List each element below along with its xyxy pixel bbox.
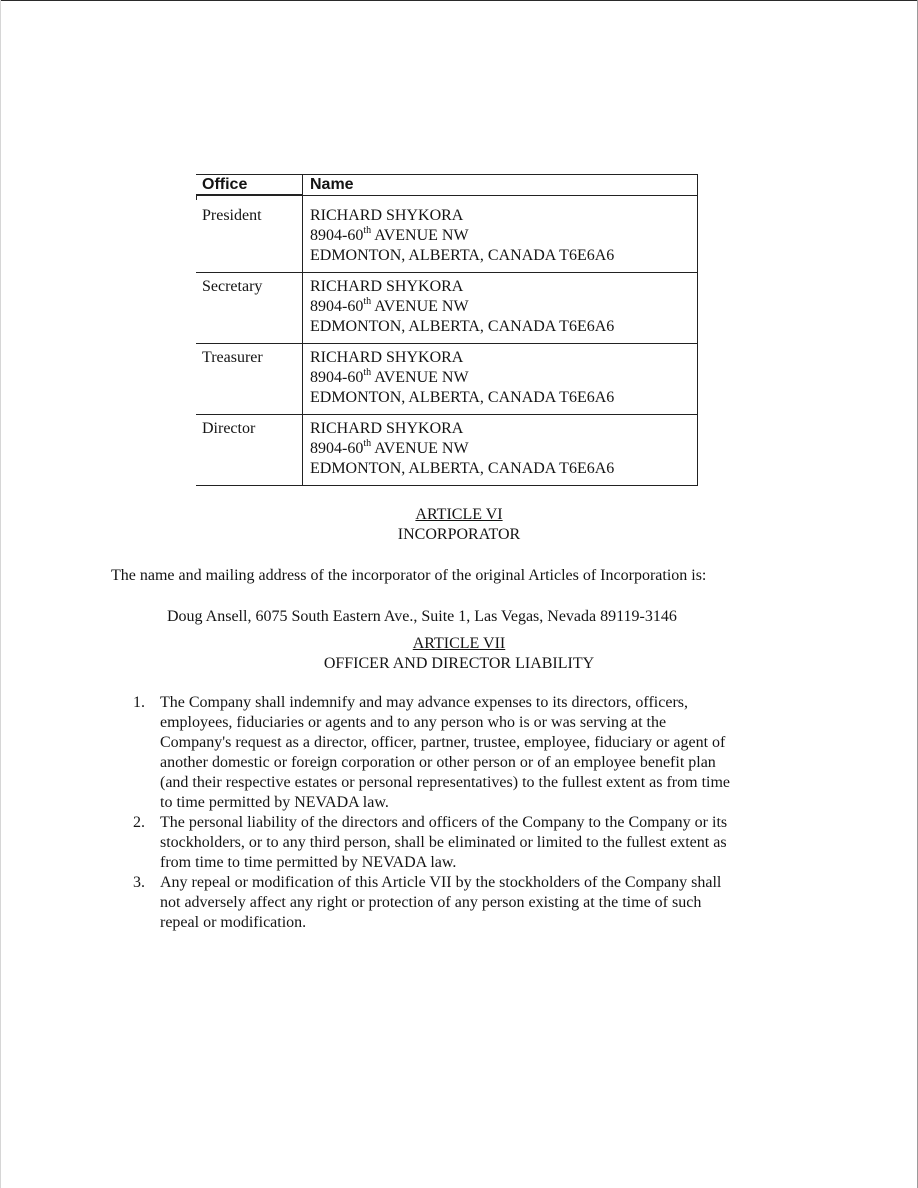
item-line: (and their respective estates or personal representatives) to the fullest extent as from time [160, 774, 731, 791]
officer-details [302, 344, 697, 414]
street-number: 8904-60 [310, 369, 364, 386]
officer-city: EDMONTON, ALBERTA, CANADA T6E6A6 [310, 318, 615, 335]
street-name: AVENUE NW [371, 369, 469, 386]
officer-city: EDMONTON, ALBERTA, CANADA T6E6A6 [310, 247, 615, 264]
officer-details [302, 196, 697, 272]
item-line: repeal or modification. [160, 914, 307, 931]
officer-details [302, 273, 697, 343]
table-row [196, 272, 697, 343]
article-vii-heading: ARTICLE VII [412, 635, 506, 652]
officers-table [196, 174, 698, 486]
table-row [196, 343, 697, 414]
officer-city: EDMONTON, ALBERTA, CANADA T6E6A6 [310, 460, 615, 477]
item-line: employees, fiduciaries or agents and to any person who is or was serving at the [160, 714, 667, 731]
item-line: stockholders, or to any third person, shall be eliminated or limited to the fullest extent as [160, 834, 727, 851]
item-number: 2. [133, 814, 145, 831]
office-title: President [202, 207, 262, 224]
item-line: The personal liability of the directors and officers of the Company to the Company or its [160, 814, 728, 831]
incorporator-address: Doug Ansell, 6075 South Eastern Ave., Suite 1, Las Vegas, Nevada 89119-3146 [167, 608, 677, 625]
officer-name: RICHARD SHYKORA [310, 207, 464, 224]
article-vi-heading: ARTICLE VI [415, 506, 503, 523]
item-line: Company's request as a director, officer, partner, trustee, employee, fiduciary or agent of [160, 734, 726, 751]
officer-name: RICHARD SHYKORA [310, 420, 464, 437]
incorporator-intro: The name and mailing address of the incorporator of the original Articles of Incorporation is: [111, 567, 707, 584]
item-line: The Company shall indemnify and may advance expenses to its directors, officers, [160, 694, 688, 711]
street-number: 8904-60 [310, 440, 364, 457]
list-item [133, 873, 785, 933]
officer-name: RICHARD SHYKORA [310, 278, 464, 295]
article-vii-subheading: OFFICER AND DIRECTOR LIABILITY [323, 655, 595, 672]
table-header-row [196, 175, 697, 195]
office-title: Secretary [202, 278, 263, 295]
street-name: AVENUE NW [371, 227, 469, 244]
liability-list [133, 693, 785, 933]
officer-name: RICHARD SHYKORA [310, 349, 464, 366]
office-title: Director [202, 420, 256, 437]
ordinal-suffix: th [363, 224, 372, 236]
officer-street [310, 297, 697, 317]
list-item [133, 693, 785, 813]
street-name: AVENUE NW [371, 440, 469, 457]
item-number: 1. [133, 694, 145, 711]
table-row [196, 414, 697, 485]
ordinal-suffix: th [363, 437, 372, 449]
page-edge-left [0, 0, 1, 1188]
item-number: 3. [133, 874, 145, 891]
article-vi-subheading: INCORPORATOR [397, 526, 521, 543]
item-line: not adversely affect any right or protection of any person existing at the time of such [160, 894, 702, 911]
ordinal-suffix: th [363, 295, 372, 307]
ordinal-suffix: th [363, 366, 372, 378]
item-line: Any repeal or modification of this Article VII by the stockholders of the Company shall [160, 874, 722, 891]
list-item [133, 813, 785, 873]
officer-details [302, 415, 697, 485]
item-line: from time to time permitted by NEVADA law. [160, 854, 457, 871]
article-vii-heading-block [0, 634, 918, 674]
table-row [196, 195, 697, 272]
officer-street [310, 439, 697, 459]
officer-city: EDMONTON, ALBERTA, CANADA T6E6A6 [310, 389, 615, 406]
item-line: to time permitted by NEVADA law. [160, 794, 389, 811]
street-number: 8904-60 [310, 227, 364, 244]
page-edge-top [0, 0, 918, 1]
street-number: 8904-60 [310, 298, 364, 315]
article-vi-heading-block [0, 505, 918, 545]
header-name: Name [302, 175, 697, 195]
header-office: Office [196, 175, 302, 195]
office-title: Treasurer [202, 349, 263, 366]
officer-street [310, 226, 697, 246]
item-line: another domestic or foreign corporation or other person or of an employee benefit plan [160, 754, 716, 771]
street-name: AVENUE NW [371, 298, 469, 315]
officer-street [310, 368, 697, 388]
